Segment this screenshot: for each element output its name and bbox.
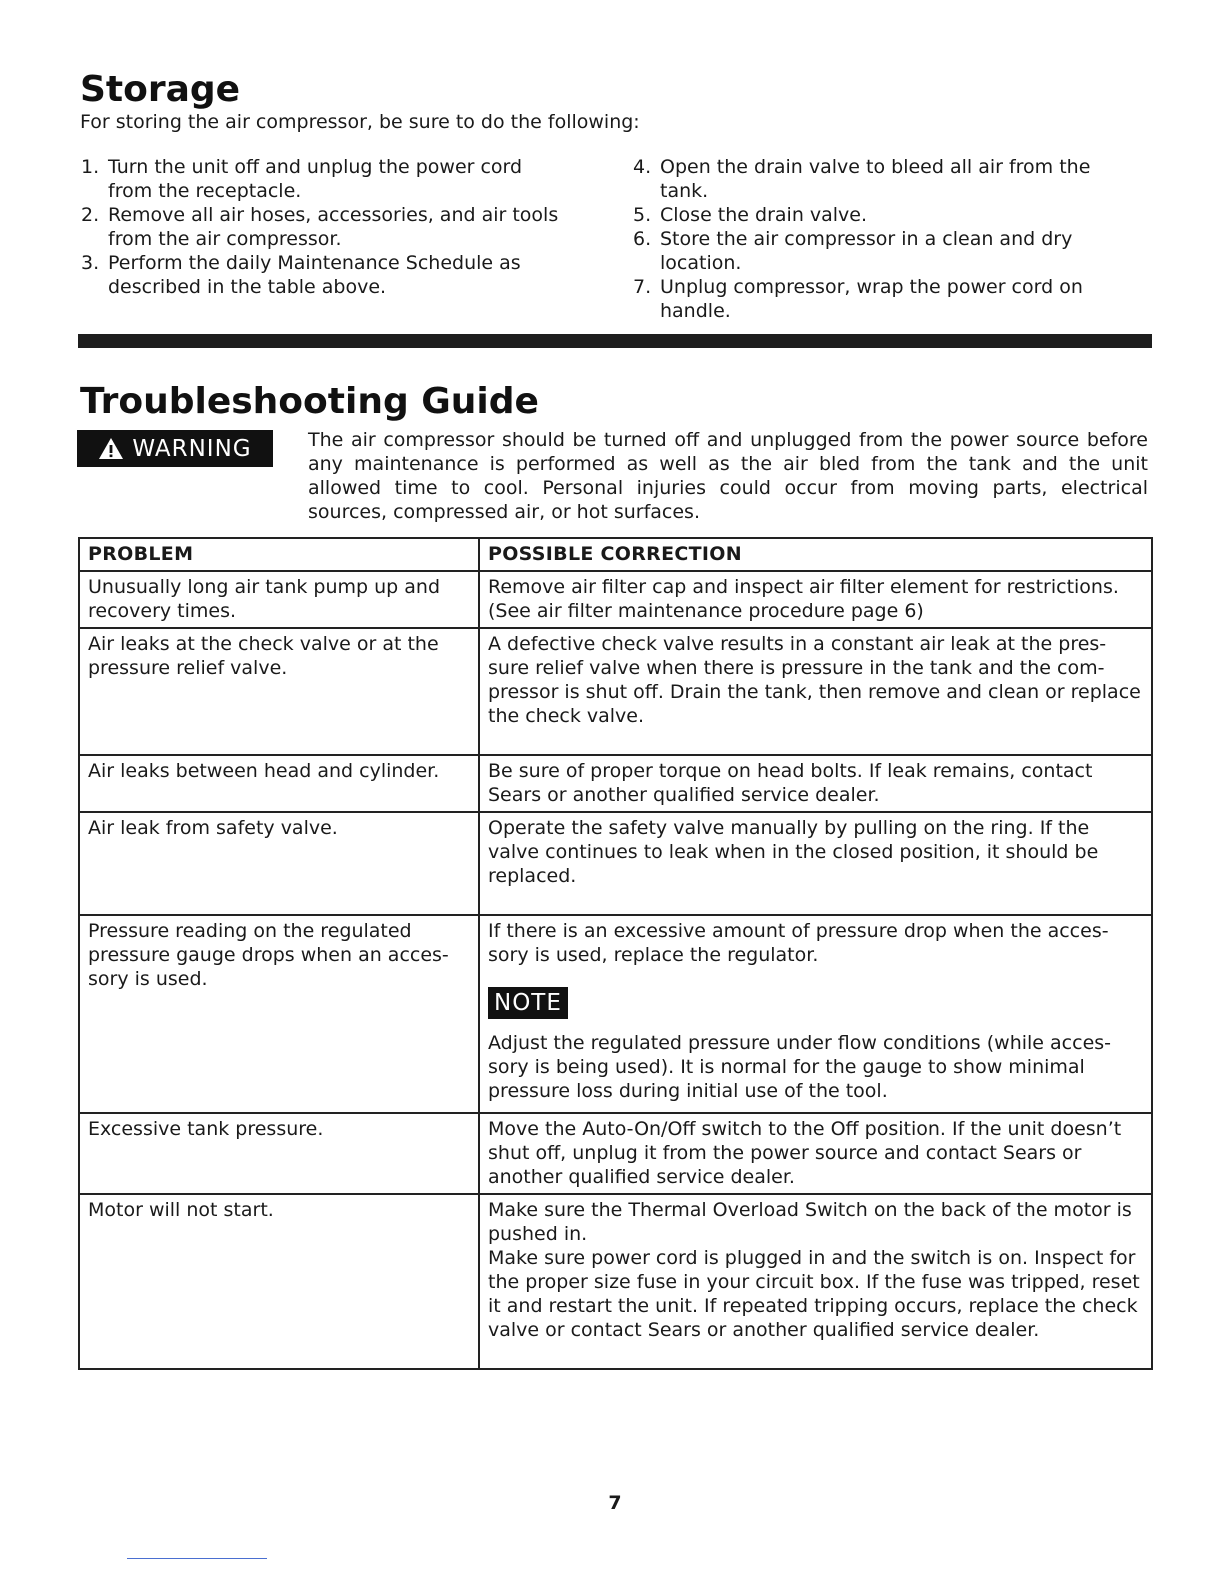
correction-text-2: Make sure power cord is plugged in and the switch is on. Inspect for the proper size fuse in your circuit box. If the fuse was tripped, reset it and restart the unit. If repeated tripping occurs, replace the check valve or contact Sears or another qualified service dealer. xyxy=(488,1247,1140,1341)
header-correction: POSSIBLE CORRECTION xyxy=(479,538,1152,571)
correction-cell: Remove air filter cap and inspect air filter element for restrictions. (See air filter maintenance procedure page 6) xyxy=(479,571,1152,628)
list-item: 1. Turn the unit off and unplug the power cord from the receptacle. xyxy=(81,156,523,202)
list-item: 4. Open the drain valve to bleed all air from the tank. xyxy=(633,156,1091,202)
storage-steps-right xyxy=(633,155,1133,323)
problem-cell: Excessive tank pressure. xyxy=(79,1113,479,1194)
correction-text: Make sure the Thermal Overload Switch on the back of the motor is pushed in. xyxy=(488,1199,1132,1245)
correction-cell: Move the Auto-On/Off switch to the Off position. If the unit doesn’t shut off, unplug it from the power source and contact Sears or another qualified service dealer. xyxy=(479,1113,1152,1194)
list-item: 5. Close the drain valve. xyxy=(633,204,868,226)
list-item: 6. Store the air compressor in a clean and dry location. xyxy=(633,228,1073,274)
table-header-row xyxy=(79,538,1152,571)
table-row xyxy=(79,812,1152,915)
warning-label: WARNING xyxy=(132,435,252,462)
correction-cell xyxy=(479,1194,1152,1369)
problem-cell: Unusually long air tank pump up and recovery times. xyxy=(79,571,479,628)
problem-cell: Air leaks between head and cylinder. xyxy=(79,755,479,812)
list-item: 3. Perform the daily Maintenance Schedule as described in the table above. xyxy=(81,252,521,298)
table-row xyxy=(79,755,1152,812)
problem-cell: Air leaks at the check valve or at the pressure relief valve. xyxy=(79,628,479,755)
table-row xyxy=(79,628,1152,755)
table-row xyxy=(79,915,1152,1113)
page-number: 7 xyxy=(608,1492,622,1514)
note-badge: NOTE xyxy=(488,987,568,1019)
troubleshooting-table xyxy=(78,537,1153,1370)
correction-cell: Be sure of proper torque on head bolts. If leak remains, contact Sears or another qualified service dealer. xyxy=(479,755,1152,812)
warning-triangle-icon xyxy=(98,437,124,460)
footer-line xyxy=(127,1558,267,1559)
problem-cell: Motor will not start. xyxy=(79,1194,479,1369)
correction-cell: Operate the safety valve manually by pulling on the ring. If the valve continues to leak when in the closed position, it should be replaced. xyxy=(479,812,1152,915)
list-item: 2. Remove all air hoses, accessories, and air tools from the air compressor. xyxy=(81,204,559,250)
problem-cell: Air leak from safety valve. xyxy=(79,812,479,915)
correction-cell xyxy=(479,915,1152,1113)
header-problem: PROBLEM xyxy=(79,538,479,571)
warning-badge xyxy=(77,430,273,467)
problem-cell: Pressure reading on the regulated pressure gauge drops when an acces-sory is used. xyxy=(79,915,479,1113)
table-row xyxy=(79,1194,1152,1369)
warning-text: The air compressor should be turned off and unplugged from the power source before any maintenance is performed as well as the air bled from the tank and the unit allowed time to cool. Personal injuries could occur from moving parts, electrical sources, compressed air, or hot surfaces. xyxy=(308,429,1148,523)
storage-steps-left xyxy=(81,155,571,299)
list-item: 7. Unplug compressor, wrap the power cord on handle. xyxy=(633,276,1083,322)
storage-heading: Storage xyxy=(80,69,241,110)
table-row xyxy=(79,571,1152,628)
correction-text: If there is an excessive amount of pressure drop when the acces-sory is used, replace the regulator. xyxy=(488,920,1109,966)
storage-intro: For storing the air compressor, be sure to do the following: xyxy=(80,111,640,133)
correction-cell: A defective check valve results in a constant air leak at the pres-sure relief valve when there is pressure in the tank and the com-pressor is shut off. Drain the tank, then remove and clean or replace the check valve. xyxy=(479,628,1152,755)
table-row xyxy=(79,1113,1152,1194)
note-text: Adjust the regulated pressure under flow conditions (while acces-sory is being used). It is normal for the gauge to show minimal pressure loss during initial use of the tool. xyxy=(488,1032,1112,1102)
section-divider xyxy=(78,334,1152,348)
troubleshooting-heading: Troubleshooting Guide xyxy=(80,381,539,422)
